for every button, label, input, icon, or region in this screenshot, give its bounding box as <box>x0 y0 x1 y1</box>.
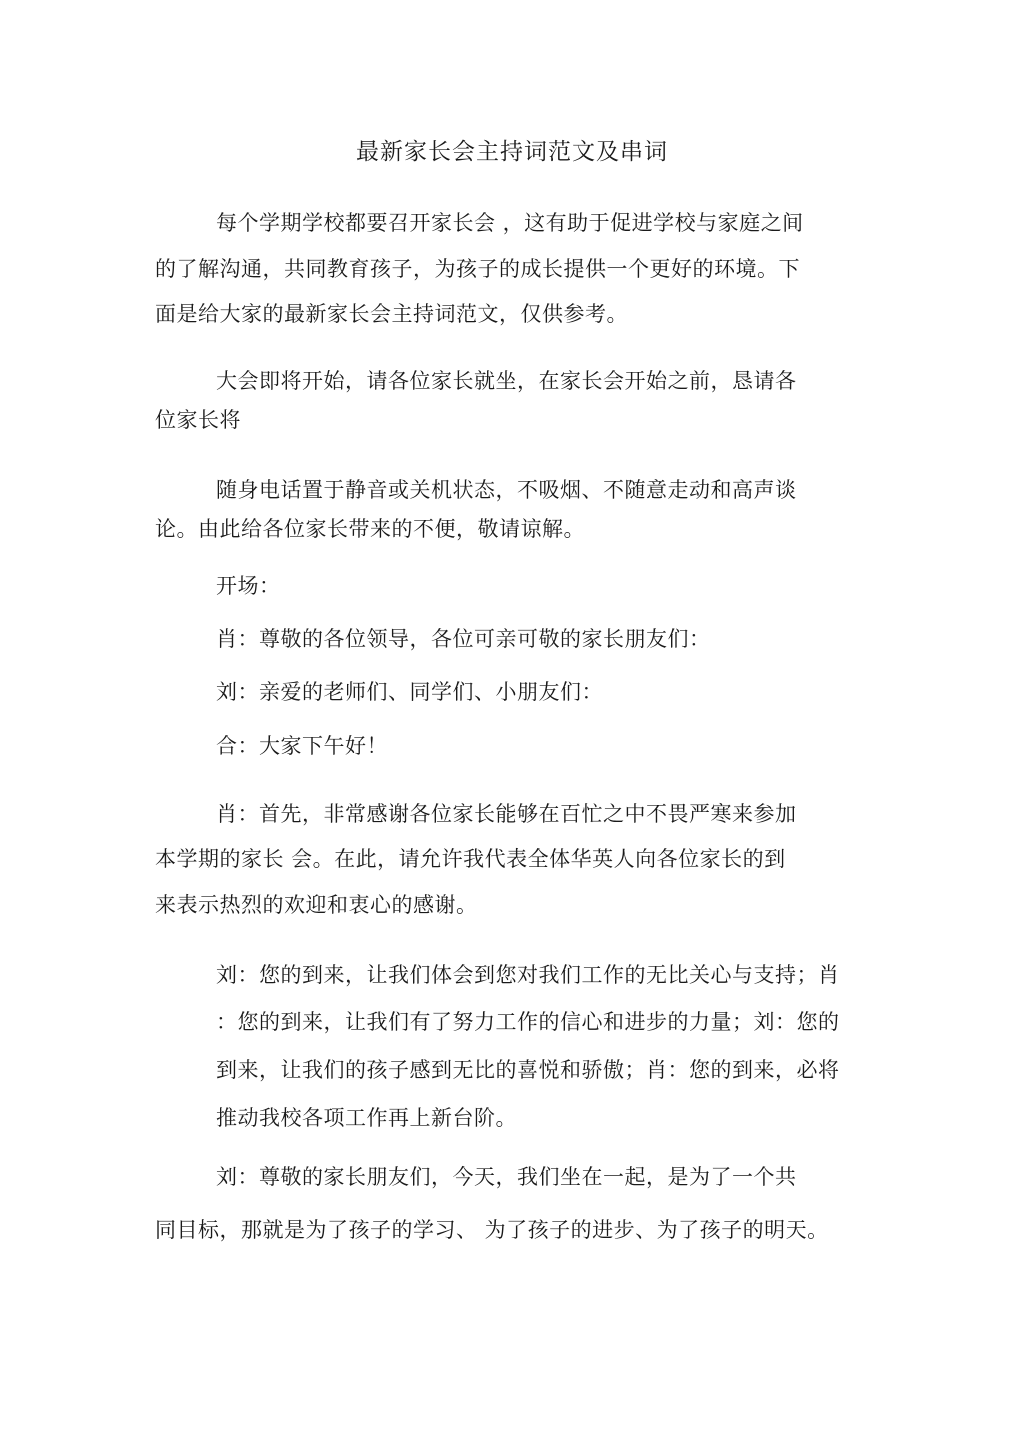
text-line: 刘：尊敬的家长朋友们，今天，我们坐在一起，是为了一个共 <box>216 1165 797 1189</box>
text-line: 大会即将开始，请各位家长就坐，在家长会开始之前，恳请各 <box>216 369 797 393</box>
text-line: 刘：亲爱的老师们、同学们、小朋友们： <box>216 680 603 704</box>
text-line: 来表示热烈的欢迎和衷心的感谢。 <box>155 893 478 917</box>
text-line: 每个学期学校都要召开家长会 ，这有助于促进学校与家庭之间 <box>216 211 804 235</box>
text-line: 合：大家下午好！ <box>216 734 388 758</box>
text-line: 肖：尊敬的各位领导，各位可亲可敬的家长朋友们： <box>216 627 711 651</box>
text-line: ：您的到来，让我们有了努力工作的信心和进步的力量；刘：您的 <box>216 1010 840 1034</box>
text-line: 本学期的家长 会。在此，请允许我代表全体华英人向各位家长的到 <box>155 847 786 871</box>
text-line: 面是给大家的最新家长会主持词范文，仅供参考。 <box>155 302 628 326</box>
text-line: 推动我校各项工作再上新台阶。 <box>216 1106 517 1130</box>
text-line: 同目标，那就是为了孩子的学习、 为了孩子的进步、为了孩子的明天。 <box>155 1218 829 1242</box>
document-title: 最新家长会主持词范文及串词 <box>356 139 668 165</box>
text-line: 随身电话置于静音或关机状态，不吸烟、不随意走动和高声谈 <box>216 478 797 502</box>
text-line: 开场： <box>216 574 281 598</box>
text-line: 的了解沟通，共同教育孩子，为孩子的成长提供一个更好的环境。下 <box>155 257 800 281</box>
text-line: 论。由此给各位家长带来的不便，敬请谅解。 <box>155 517 585 541</box>
text-line: 位家长将 <box>155 408 241 432</box>
text-line: 到来，让我们的孩子感到无比的喜悦和骄傲；肖：您的到来，必将 <box>216 1058 840 1082</box>
text-line: 刘：您的到来，让我们体会到您对我们工作的无比关心与支持；肖 <box>216 963 840 987</box>
text-line: 肖：首先，非常感谢各位家长能够在百忙之中不畏严寒来参加 <box>216 802 797 826</box>
